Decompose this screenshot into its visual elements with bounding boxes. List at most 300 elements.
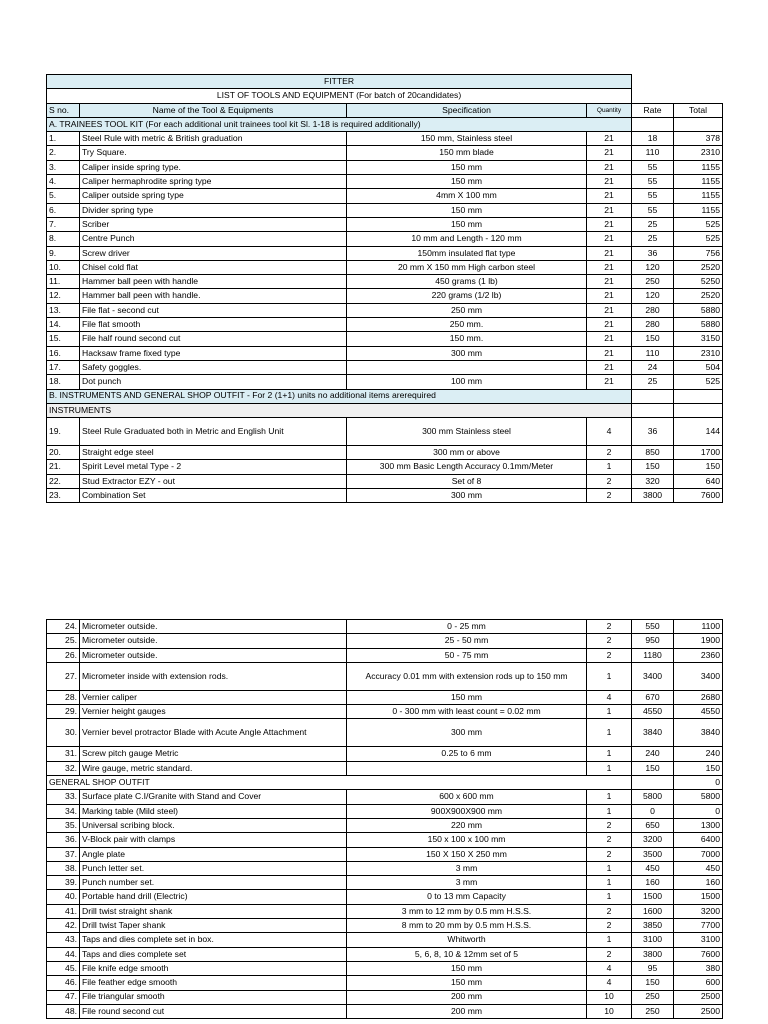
item-quantity: 2 bbox=[587, 833, 632, 847]
item-quantity: 1 bbox=[587, 719, 632, 747]
table-row bbox=[47, 189, 723, 203]
item-number: 44. bbox=[47, 947, 80, 961]
item-quantity: 21 bbox=[587, 318, 632, 332]
item-rate: 25 bbox=[632, 217, 674, 231]
item-spec: 150 X 150 X 250 mm bbox=[347, 847, 587, 861]
item-name: File triangular smooth bbox=[80, 990, 347, 1004]
item-total: 1300 bbox=[674, 818, 723, 832]
item-name: V-Block pair with clamps bbox=[80, 833, 347, 847]
col-header-total: Total bbox=[674, 103, 723, 117]
item-quantity: 1 bbox=[587, 662, 632, 690]
item-rate: 150 bbox=[632, 976, 674, 990]
item-number: 28. bbox=[47, 690, 80, 704]
item-quantity: 21 bbox=[587, 203, 632, 217]
item-total: 1155 bbox=[674, 203, 723, 217]
item-number: 30. bbox=[47, 719, 80, 747]
item-name: Safety goggles. bbox=[80, 360, 347, 374]
item-quantity: 21 bbox=[587, 146, 632, 160]
item-rate: 18 bbox=[632, 132, 674, 146]
item-number: 16. bbox=[47, 346, 80, 360]
table-row bbox=[47, 876, 723, 890]
item-spec: 0 to 13 mm Capacity bbox=[347, 890, 587, 904]
table-row bbox=[47, 947, 723, 961]
item-quantity: 10 bbox=[587, 1004, 632, 1018]
item-name: File feather edge smooth bbox=[80, 976, 347, 990]
item-number: 23. bbox=[47, 489, 80, 503]
item-total: 1700 bbox=[674, 446, 723, 460]
item-quantity: 2 bbox=[587, 446, 632, 460]
item-total: 3150 bbox=[674, 332, 723, 346]
item-total: 2310 bbox=[674, 346, 723, 360]
item-total: 1155 bbox=[674, 160, 723, 174]
table-row bbox=[47, 217, 723, 231]
item-quantity: 2 bbox=[587, 634, 632, 648]
item-spec: 3 mm bbox=[347, 861, 587, 875]
item-name: Surface plate C.I/Granite with Stand and Cover bbox=[80, 790, 347, 804]
item-name: Screw driver bbox=[80, 246, 347, 260]
item-spec: 150 mm bbox=[347, 690, 587, 704]
item-number: 20. bbox=[47, 446, 80, 460]
item-name: Caliper outside spring type bbox=[80, 189, 347, 203]
item-number: 45. bbox=[47, 961, 80, 975]
item-quantity: 1 bbox=[587, 861, 632, 875]
table-row bbox=[47, 818, 723, 832]
item-number: 42. bbox=[47, 919, 80, 933]
item-spec: 900X900X900 mm bbox=[347, 804, 587, 818]
item-number: 22. bbox=[47, 474, 80, 488]
item-quantity: 21 bbox=[587, 217, 632, 231]
table-row bbox=[47, 904, 723, 918]
table-row bbox=[47, 961, 723, 975]
item-name: Caliper hermaphrodite spring type bbox=[80, 175, 347, 189]
item-spec: 200 mm bbox=[347, 990, 587, 1004]
item-spec: 250 mm. bbox=[347, 318, 587, 332]
item-quantity: 10 bbox=[587, 990, 632, 1004]
item-number: 19. bbox=[47, 418, 80, 446]
item-spec: Set of 8 bbox=[347, 474, 587, 488]
item-total: 756 bbox=[674, 246, 723, 260]
item-spec: 300 mm bbox=[347, 346, 587, 360]
item-number: 32. bbox=[47, 761, 80, 775]
item-quantity: 21 bbox=[587, 275, 632, 289]
item-rate: 3500 bbox=[632, 847, 674, 861]
item-total: 7600 bbox=[674, 489, 723, 503]
item-total: 525 bbox=[674, 232, 723, 246]
item-total: 7600 bbox=[674, 947, 723, 961]
item-total: 1155 bbox=[674, 189, 723, 203]
table-subtitle: LIST OF TOOLS AND EQUIPMENT (For batch of 20candidates) bbox=[47, 89, 632, 103]
table-row bbox=[47, 761, 723, 775]
item-name: File flat - second cut bbox=[80, 303, 347, 317]
item-total: 4550 bbox=[674, 705, 723, 719]
table-row bbox=[47, 620, 723, 634]
item-name: Micrometer inside with extension rods. bbox=[80, 662, 347, 690]
item-total: 150 bbox=[674, 761, 723, 775]
item-quantity: 21 bbox=[587, 375, 632, 389]
table-row bbox=[47, 690, 723, 704]
table-row bbox=[47, 175, 723, 189]
item-total: 525 bbox=[674, 375, 723, 389]
item-number: 39. bbox=[47, 876, 80, 890]
item-number: 2. bbox=[47, 146, 80, 160]
item-rate: 3840 bbox=[632, 719, 674, 747]
item-total: 1900 bbox=[674, 634, 723, 648]
item-total: 5880 bbox=[674, 318, 723, 332]
table-row bbox=[47, 460, 723, 474]
section-b-heading: B. INSTRUMENTS AND GENERAL SHOP OUTFIT - For 2 (1+1) units no additional items arerequired bbox=[47, 389, 632, 403]
item-total: 378 bbox=[674, 132, 723, 146]
item-spec: 150 x 100 x 100 mm bbox=[347, 833, 587, 847]
item-rate: 36 bbox=[632, 246, 674, 260]
item-name: Micrometer outside. bbox=[80, 634, 347, 648]
item-quantity: 2 bbox=[587, 474, 632, 488]
table-row bbox=[47, 747, 723, 761]
item-total: 3200 bbox=[674, 904, 723, 918]
item-name: Hacksaw frame fixed type bbox=[80, 346, 347, 360]
item-spec: 0 - 300 mm with least count = 0.02 mm bbox=[347, 705, 587, 719]
item-spec: 5, 6, 8, 10 & 12mm set of 5 bbox=[347, 947, 587, 961]
item-quantity: 1 bbox=[587, 933, 632, 947]
item-rate: 280 bbox=[632, 318, 674, 332]
item-rate: 120 bbox=[632, 260, 674, 274]
item-spec: 450 grams (1 lb) bbox=[347, 275, 587, 289]
item-spec: 250 mm bbox=[347, 303, 587, 317]
item-name: Angle plate bbox=[80, 847, 347, 861]
item-quantity: 4 bbox=[587, 418, 632, 446]
item-total: 3400 bbox=[674, 662, 723, 690]
item-name: Vernier height gauges bbox=[80, 705, 347, 719]
item-quantity: 1 bbox=[587, 790, 632, 804]
item-total: 1155 bbox=[674, 175, 723, 189]
item-number: 8. bbox=[47, 232, 80, 246]
item-number: 3. bbox=[47, 160, 80, 174]
item-number: 7. bbox=[47, 217, 80, 231]
item-quantity: 21 bbox=[587, 246, 632, 260]
item-spec: 150 mm bbox=[347, 976, 587, 990]
item-total: 5800 bbox=[674, 790, 723, 804]
item-quantity: 1 bbox=[587, 876, 632, 890]
item-spec: 300 mm bbox=[347, 489, 587, 503]
table-row bbox=[47, 203, 723, 217]
item-name: Drill twist straight shank bbox=[80, 904, 347, 918]
item-number: 31. bbox=[47, 747, 80, 761]
item-number: 24. bbox=[47, 620, 80, 634]
table-row bbox=[47, 160, 723, 174]
table-row bbox=[47, 790, 723, 804]
item-total: 0 bbox=[674, 804, 723, 818]
item-name: Hammer ball peen with handle bbox=[80, 275, 347, 289]
item-rate: 160 bbox=[632, 876, 674, 890]
item-quantity: 21 bbox=[587, 360, 632, 374]
item-rate: 3200 bbox=[632, 833, 674, 847]
item-name: Taps and dies complete set bbox=[80, 947, 347, 961]
item-quantity: 21 bbox=[587, 346, 632, 360]
item-number: 9. bbox=[47, 246, 80, 260]
item-number: 47. bbox=[47, 990, 80, 1004]
item-rate: 5800 bbox=[632, 790, 674, 804]
table-row bbox=[47, 275, 723, 289]
item-rate: 55 bbox=[632, 203, 674, 217]
item-rate: 150 bbox=[632, 332, 674, 346]
table-row bbox=[47, 132, 723, 146]
table-row bbox=[47, 990, 723, 1004]
item-number: 26. bbox=[47, 648, 80, 662]
item-rate: 1600 bbox=[632, 904, 674, 918]
item-rate: 95 bbox=[632, 961, 674, 975]
item-number: 4. bbox=[47, 175, 80, 189]
col-header-rate: Rate bbox=[632, 103, 674, 117]
item-spec: 10 mm and Length - 120 mm bbox=[347, 232, 587, 246]
section-a-heading: A. TRAINEES TOOL KIT (For each additional unit trainees tool kit Sl. 1-18 is required additionally) bbox=[47, 117, 632, 131]
table-row bbox=[47, 303, 723, 317]
item-number: 29. bbox=[47, 705, 80, 719]
item-spec: 0 - 25 mm bbox=[347, 620, 587, 634]
item-total: 2680 bbox=[674, 690, 723, 704]
item-rate: 3800 bbox=[632, 947, 674, 961]
item-name: File knife edge smooth bbox=[80, 961, 347, 975]
table-row bbox=[47, 833, 723, 847]
item-rate: 120 bbox=[632, 289, 674, 303]
general-shop-total: 0 bbox=[674, 776, 723, 790]
item-quantity: 21 bbox=[587, 332, 632, 346]
item-quantity: 2 bbox=[587, 919, 632, 933]
item-spec: 150 mm bbox=[347, 217, 587, 231]
table-row bbox=[47, 705, 723, 719]
item-total: 5250 bbox=[674, 275, 723, 289]
item-quantity: 2 bbox=[587, 818, 632, 832]
item-quantity: 1 bbox=[587, 761, 632, 775]
item-number: 12. bbox=[47, 289, 80, 303]
item-rate: 1180 bbox=[632, 648, 674, 662]
item-total: 3840 bbox=[674, 719, 723, 747]
item-rate: 850 bbox=[632, 446, 674, 460]
tools-table-part-1 bbox=[46, 74, 723, 503]
item-name: Micrometer outside. bbox=[80, 648, 347, 662]
item-number: 43. bbox=[47, 933, 80, 947]
item-total: 7700 bbox=[674, 919, 723, 933]
item-rate: 25 bbox=[632, 232, 674, 246]
col-header-quantity: Quantity bbox=[587, 103, 632, 117]
item-spec: 0.25 to 6 mm bbox=[347, 747, 587, 761]
item-rate: 4550 bbox=[632, 705, 674, 719]
table-title: FITTER bbox=[47, 75, 632, 89]
item-quantity: 1 bbox=[587, 460, 632, 474]
item-name: Straight edge steel bbox=[80, 446, 347, 460]
item-rate: 3400 bbox=[632, 662, 674, 690]
item-total: 5880 bbox=[674, 303, 723, 317]
item-spec: 3 mm bbox=[347, 876, 587, 890]
table-row bbox=[47, 360, 723, 374]
item-rate: 3800 bbox=[632, 489, 674, 503]
item-quantity: 1 bbox=[587, 705, 632, 719]
item-rate: 0 bbox=[632, 804, 674, 818]
table-row bbox=[47, 719, 723, 747]
item-name: Spirit Level metal Type - 2 bbox=[80, 460, 347, 474]
item-total: 160 bbox=[674, 876, 723, 890]
item-quantity: 21 bbox=[587, 260, 632, 274]
item-quantity: 21 bbox=[587, 303, 632, 317]
item-spec: 300 mm Basic Length Accuracy 0.1mm/Meter bbox=[347, 460, 587, 474]
item-name: Combination Set bbox=[80, 489, 347, 503]
item-quantity: 2 bbox=[587, 947, 632, 961]
item-spec bbox=[347, 360, 587, 374]
item-quantity: 1 bbox=[587, 804, 632, 818]
table-row bbox=[47, 446, 723, 460]
item-rate: 110 bbox=[632, 146, 674, 160]
item-name: Stud Extractor EZY - out bbox=[80, 474, 347, 488]
item-rate: 25 bbox=[632, 375, 674, 389]
item-number: 41. bbox=[47, 904, 80, 918]
item-spec: 100 mm bbox=[347, 375, 587, 389]
item-total: 525 bbox=[674, 217, 723, 231]
item-number: 14. bbox=[47, 318, 80, 332]
item-number: 25. bbox=[47, 634, 80, 648]
item-rate: 250 bbox=[632, 990, 674, 1004]
item-rate: 150 bbox=[632, 761, 674, 775]
item-number: 35. bbox=[47, 818, 80, 832]
item-name: Centre Punch bbox=[80, 232, 347, 246]
col-header-spec: Specification bbox=[347, 103, 587, 117]
item-number: 34. bbox=[47, 804, 80, 818]
item-spec: 300 mm bbox=[347, 719, 587, 747]
item-number: 27. bbox=[47, 662, 80, 690]
item-spec: 4mm X 100 mm bbox=[347, 189, 587, 203]
item-number: 21. bbox=[47, 460, 80, 474]
item-rate: 550 bbox=[632, 620, 674, 634]
item-spec: Whitworth bbox=[347, 933, 587, 947]
item-number: 6. bbox=[47, 203, 80, 217]
item-quantity: 21 bbox=[587, 189, 632, 203]
item-name: Chisel cold flat bbox=[80, 260, 347, 274]
item-quantity: 4 bbox=[587, 961, 632, 975]
item-total: 2520 bbox=[674, 289, 723, 303]
item-number: 11. bbox=[47, 275, 80, 289]
item-name: Marking table (Mild steel) bbox=[80, 804, 347, 818]
item-spec: 150 mm bbox=[347, 961, 587, 975]
table-row bbox=[47, 648, 723, 662]
table-row bbox=[47, 246, 723, 260]
item-total: 1100 bbox=[674, 620, 723, 634]
item-rate: 250 bbox=[632, 275, 674, 289]
item-name: Vernier bevel protractor Blade with Acute Angle Attachment bbox=[80, 719, 347, 747]
item-total: 7000 bbox=[674, 847, 723, 861]
item-rate: 450 bbox=[632, 861, 674, 875]
item-number: 17. bbox=[47, 360, 80, 374]
item-total: 2500 bbox=[674, 1004, 723, 1018]
item-name: File round second cut bbox=[80, 1004, 347, 1018]
item-rate: 110 bbox=[632, 346, 674, 360]
item-quantity: 21 bbox=[587, 289, 632, 303]
table-row bbox=[47, 418, 723, 446]
item-total: 450 bbox=[674, 861, 723, 875]
table-row bbox=[47, 318, 723, 332]
item-rate: 3100 bbox=[632, 933, 674, 947]
item-spec: 200 mm bbox=[347, 1004, 587, 1018]
item-spec: 8 mm to 20 mm by 0.5 mm H.S.S. bbox=[347, 919, 587, 933]
item-number: 36. bbox=[47, 833, 80, 847]
item-name: Scriber bbox=[80, 217, 347, 231]
item-number: 48. bbox=[47, 1004, 80, 1018]
item-quantity: 21 bbox=[587, 232, 632, 246]
item-name: Dot punch bbox=[80, 375, 347, 389]
item-number: 1. bbox=[47, 132, 80, 146]
item-spec: 220 grams (1/2 lb) bbox=[347, 289, 587, 303]
general-shop-heading: GENERAL SHOP OUTFIT bbox=[47, 776, 632, 790]
item-quantity: 21 bbox=[587, 175, 632, 189]
item-name: Taps and dies complete set in box. bbox=[80, 933, 347, 947]
table-row bbox=[47, 289, 723, 303]
item-name: Wire gauge, metric standard. bbox=[80, 761, 347, 775]
item-name: Punch letter set. bbox=[80, 861, 347, 875]
table-row bbox=[47, 933, 723, 947]
item-total: 2520 bbox=[674, 260, 723, 274]
table-row bbox=[47, 260, 723, 274]
table-row bbox=[47, 662, 723, 690]
item-quantity: 21 bbox=[587, 160, 632, 174]
item-total: 6400 bbox=[674, 833, 723, 847]
item-name: Universal scribing block. bbox=[80, 818, 347, 832]
item-spec: 50 - 75 mm bbox=[347, 648, 587, 662]
item-number: 13. bbox=[47, 303, 80, 317]
table-row bbox=[47, 919, 723, 933]
table-row bbox=[47, 634, 723, 648]
item-spec: 150 mm blade bbox=[347, 146, 587, 160]
item-name: Hammer ball peen with handle. bbox=[80, 289, 347, 303]
item-name: Portable hand drill (Electric) bbox=[80, 890, 347, 904]
item-rate: 250 bbox=[632, 1004, 674, 1018]
item-rate: 1500 bbox=[632, 890, 674, 904]
table-row bbox=[47, 890, 723, 904]
item-rate: 55 bbox=[632, 175, 674, 189]
item-name: Try Square. bbox=[80, 146, 347, 160]
col-header-name: Name of the Tool & Equipments bbox=[80, 103, 347, 117]
table-row bbox=[47, 346, 723, 360]
item-name: Vernier caliper bbox=[80, 690, 347, 704]
table-row bbox=[47, 474, 723, 488]
item-name: File flat smooth bbox=[80, 318, 347, 332]
item-rate: 3850 bbox=[632, 919, 674, 933]
item-name: Divider spring type bbox=[80, 203, 347, 217]
item-name: Micrometer outside. bbox=[80, 620, 347, 634]
item-quantity: 2 bbox=[587, 648, 632, 662]
item-rate: 240 bbox=[632, 747, 674, 761]
item-name: Screw pitch gauge Metric bbox=[80, 747, 347, 761]
table-row bbox=[47, 232, 723, 246]
item-total: 240 bbox=[674, 747, 723, 761]
item-total: 380 bbox=[674, 961, 723, 975]
item-rate: 950 bbox=[632, 634, 674, 648]
item-spec: 3 mm to 12 mm by 0.5 mm H.S.S. bbox=[347, 904, 587, 918]
item-spec bbox=[347, 761, 587, 775]
item-quantity: 2 bbox=[587, 489, 632, 503]
table-row bbox=[47, 489, 723, 503]
item-number: 18. bbox=[47, 375, 80, 389]
item-quantity: 2 bbox=[587, 904, 632, 918]
table-row bbox=[47, 861, 723, 875]
item-spec: 150 mm bbox=[347, 160, 587, 174]
item-rate: 55 bbox=[632, 189, 674, 203]
item-spec: 20 mm X 150 mm High carbon steel bbox=[347, 260, 587, 274]
table-row bbox=[47, 375, 723, 389]
table-row bbox=[47, 332, 723, 346]
item-number: 38. bbox=[47, 861, 80, 875]
item-name: Drill twist Taper shank bbox=[80, 919, 347, 933]
item-spec: 300 mm Stainless steel bbox=[347, 418, 587, 446]
tools-table-part-2 bbox=[46, 619, 723, 1019]
item-total: 1500 bbox=[674, 890, 723, 904]
item-spec: 150 mm bbox=[347, 175, 587, 189]
item-total: 2500 bbox=[674, 990, 723, 1004]
